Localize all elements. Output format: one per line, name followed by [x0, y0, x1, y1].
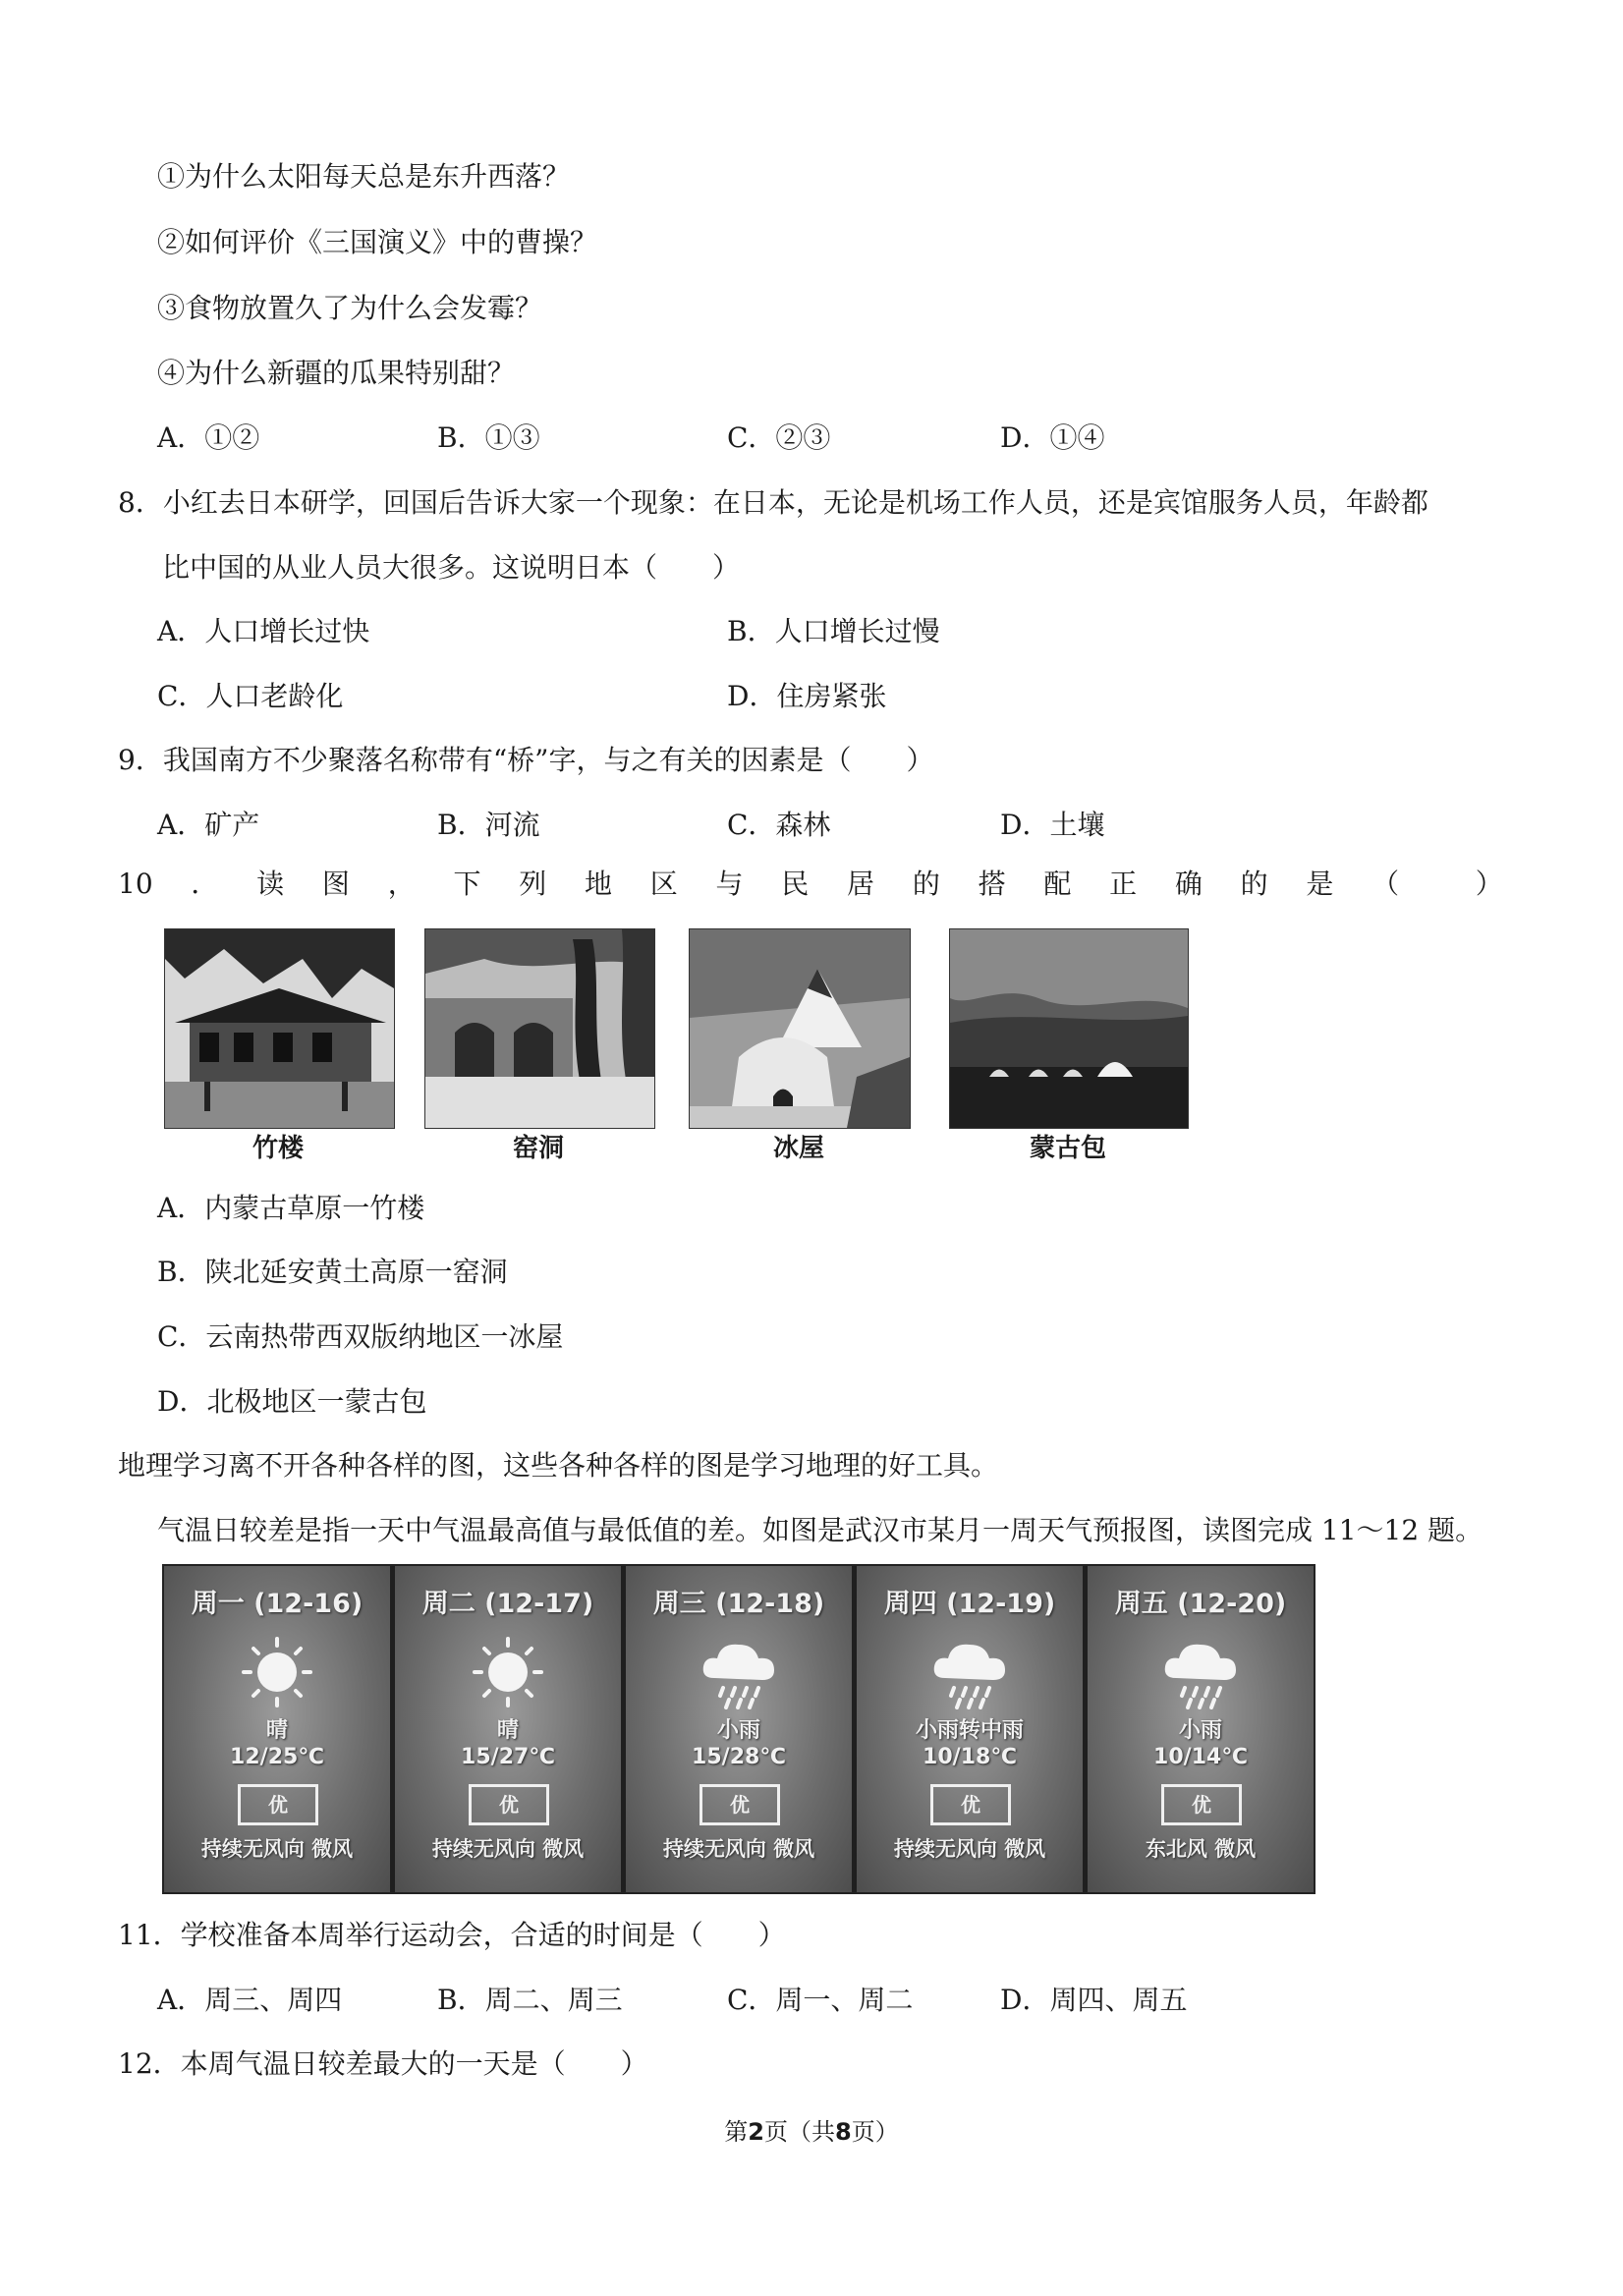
weather-condition: 小雨	[1178, 1718, 1222, 1743]
q9-stem: 9．我国南方不少聚落名称带有“桥”字，与之有关的因素是（ ）	[118, 744, 934, 776]
q8-option-b: B．人口增长过慢	[727, 615, 940, 647]
intro-text: 地理学习离不开各种各样的图，这些各种各样的图是学习地理的好工具。	[118, 1449, 999, 1482]
q7-item-1: ①为什么太阳每天总是东升西落？	[157, 160, 571, 193]
page-total: 8	[835, 2118, 852, 2146]
caption-bamboo-house: 竹楼	[252, 1134, 304, 1163]
rain-icon	[921, 1631, 1019, 1709]
q9-option-b: B．河流	[437, 809, 540, 841]
rain-icon	[1151, 1631, 1250, 1709]
sun-icon	[459, 1631, 557, 1709]
weather-temperature: 10/18℃	[923, 1745, 1017, 1769]
air-quality-badge: 优	[1161, 1784, 1242, 1825]
weather-wind: 持续无风向 微风	[662, 1837, 815, 1861]
q7-option-c: C．②③	[727, 421, 831, 454]
q10-stem: 10 ． 读 图 ， 下 列 地 区 与 民 居 的 搭 配 正 确 的 是 （ ）	[118, 868, 1503, 900]
air-quality-badge: 优	[469, 1784, 549, 1825]
q10-option-b: B．陕北延安黄土高原一窑洞	[157, 1256, 508, 1288]
weather-condition: 小雨	[716, 1718, 760, 1743]
weather-wind: 东北风 微风	[1145, 1837, 1257, 1861]
q12-stem: 12．本周气温日较差最大的一天是（ ）	[118, 2047, 648, 2080]
air-quality-badge: 优	[930, 1784, 1011, 1825]
q11-option-b: B．周二、周三	[437, 1984, 623, 2016]
air-quality-badge: 优	[238, 1784, 318, 1825]
q8-option-a: A．人口增长过快	[157, 615, 370, 647]
weather-condition: 晴	[496, 1718, 519, 1743]
caption-yurt: 蒙古包	[1029, 1134, 1106, 1163]
q11-option-d: D．周四、周五	[1000, 1984, 1188, 2016]
q7-option-d: D．①④	[1000, 421, 1105, 454]
weather-day-fri	[1088, 1566, 1314, 1892]
air-quality-badge: 优	[700, 1784, 780, 1825]
weather-date: 周四 (12-19)	[883, 1589, 1056, 1619]
page-number: 2	[748, 2118, 764, 2146]
yurt-photo	[949, 928, 1189, 1129]
weather-date: 周五 (12-20)	[1114, 1589, 1287, 1619]
weather-temperature: 10/14℃	[1153, 1745, 1248, 1769]
q7-item-4: ④为什么新疆的瓜果特别甜？	[157, 357, 516, 389]
q11-option-a: A．周三、周四	[157, 1984, 343, 2016]
weather-date: 周二 (12-17)	[421, 1589, 594, 1619]
q7-option-a: A．①②	[157, 421, 260, 454]
weather-day-tue	[395, 1566, 626, 1892]
weather-day-mon	[164, 1566, 395, 1892]
weather-condition: 小雨转中雨	[915, 1718, 1024, 1743]
q8-stem-line2: 比中国的从业人员大很多。这说明日本（ ）	[162, 551, 741, 584]
q9-option-c: C．森林	[727, 809, 831, 841]
q10-option-c: C．云南热带西双版纳地区一冰屋	[157, 1320, 564, 1353]
q11-option-c: C．周一、周二	[727, 1984, 914, 2016]
cave-dwelling-photo	[424, 928, 655, 1129]
page-footer: 第2页（共8页）	[724, 2118, 899, 2146]
rain-icon	[690, 1631, 788, 1709]
weather-wind: 持续无风向 微风	[431, 1837, 585, 1861]
q11-stem: 11．学校准备本周举行运动会，合适的时间是（ ）	[118, 1919, 786, 1951]
caption-cave-dwelling: 窑洞	[512, 1134, 564, 1163]
q7-item-2: ②如何评价《三国演义》中的曹操？	[157, 226, 598, 258]
weather-date: 周一 (12-16)	[191, 1589, 364, 1619]
weather-wind: 持续无风向 微风	[893, 1837, 1046, 1861]
weather-day-thu	[857, 1566, 1088, 1892]
weather-forecast-panel	[162, 1564, 1315, 1894]
caption-igloo: 冰屋	[772, 1134, 824, 1163]
intro-text-2: 气温日较差是指一天中气温最高值与最低值的差。如图是武汉市某月一周天气预报图，读图完成 11～12 题。	[157, 1514, 1483, 1546]
bamboo-house-photo	[164, 928, 395, 1129]
weather-date: 周三 (12-18)	[652, 1589, 825, 1619]
q8-option-d: D．住房紧张	[727, 680, 887, 712]
q9-option-d: D．土壤	[1000, 809, 1105, 841]
q8-option-c: C．人口老龄化	[157, 680, 344, 712]
sun-icon	[228, 1631, 326, 1709]
igloo-photo	[689, 928, 911, 1129]
weather-wind: 持续无风向 微风	[200, 1837, 354, 1861]
weather-day-wed	[626, 1566, 857, 1892]
weather-temperature: 15/27℃	[461, 1745, 555, 1769]
weather-temperature: 12/25℃	[230, 1745, 324, 1769]
weather-temperature: 15/28℃	[692, 1745, 786, 1769]
q10-option-a: A．内蒙古草原一竹楼	[157, 1192, 425, 1224]
q8-stem-line1: 8．小红去日本研学，回国后告诉大家一个现象：在日本，无论是机场工作人员，还是宾馆服务人员，年龄都	[118, 486, 1428, 519]
q7-option-b: B．①③	[437, 421, 540, 454]
weather-condition: 晴	[265, 1718, 288, 1743]
q7-item-3: ③食物放置久了为什么会发霉？	[157, 292, 543, 324]
q10-option-d: D．北极地区一蒙古包	[157, 1385, 427, 1418]
q9-option-a: A．矿产	[157, 809, 260, 841]
